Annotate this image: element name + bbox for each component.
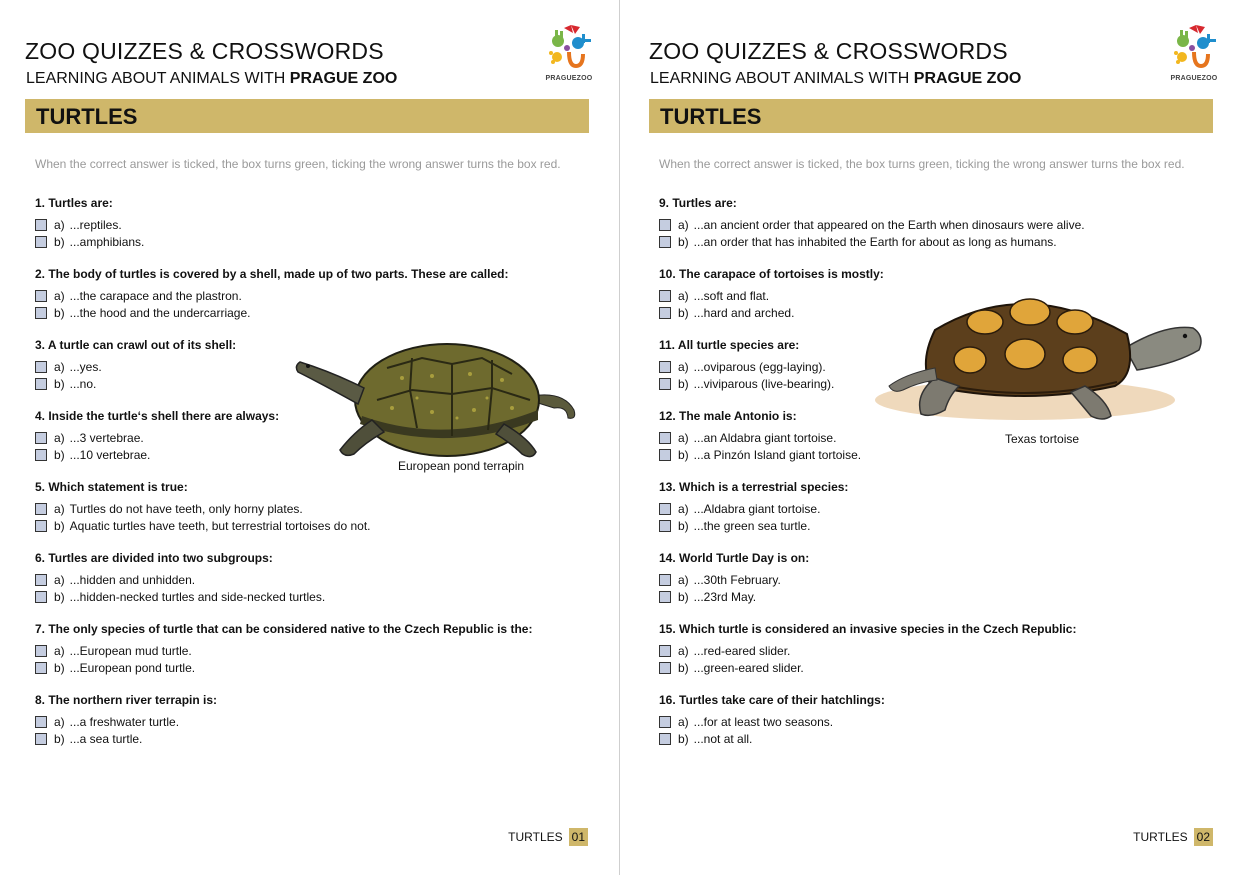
zoo-hands-logo-icon: [1169, 24, 1219, 74]
question-text: 4. Inside the turtle‘s shell there are always:: [35, 409, 280, 423]
answer-option: [35, 376, 236, 392]
answer-checkbox[interactable]: [35, 503, 47, 515]
question-text: 8. The northern river terrapin is:: [35, 693, 218, 707]
option-letter: b): [678, 306, 689, 320]
question-text: 14. World Turtle Day is on:: [659, 551, 810, 565]
option-text: ...the hood and the undercarriage.: [69, 306, 251, 320]
question-11: [659, 338, 834, 392]
answer-option: [35, 518, 371, 534]
option-letter: b): [54, 235, 65, 249]
answer-option: [35, 217, 144, 233]
option-letter: b): [54, 377, 65, 391]
option-text: ...amphibians.: [69, 235, 145, 249]
option-letter: a): [54, 644, 65, 658]
option-letter: b): [678, 732, 689, 746]
question-13: [659, 480, 848, 534]
option-letter: b): [678, 590, 689, 604]
option-letter: a): [54, 289, 65, 303]
answer-option: [659, 660, 1076, 676]
answer-checkbox[interactable]: [35, 645, 47, 657]
option-letter: b): [54, 590, 65, 604]
option-letter: b): [678, 377, 689, 391]
question-text: 10. The carapace of tortoises is mostly:: [659, 267, 884, 281]
answer-option: [35, 359, 236, 375]
doc-title: ZOO QUIZZES & CROSSWORDS: [25, 38, 384, 64]
answer-option: [35, 430, 279, 446]
answer-checkbox[interactable]: [35, 307, 47, 319]
option-text: ...3 vertebrae.: [69, 431, 144, 445]
option-letter: a): [678, 573, 689, 587]
answer-option: [659, 714, 885, 730]
texas-tortoise-image: [875, 282, 1207, 428]
answer-option: [35, 643, 532, 659]
section-title: TURTLES: [660, 104, 762, 129]
image-caption: European pond terrapin: [398, 459, 525, 473]
answer-checkbox[interactable]: [659, 662, 671, 674]
answer-option: [35, 447, 279, 463]
option-text: Aquatic turtles have teeth, but terrestrial tortoises do not.: [69, 519, 371, 533]
answer-option: [659, 234, 1085, 250]
option-letter: b): [54, 519, 65, 533]
answer-option: [659, 589, 809, 605]
answer-option: [659, 731, 885, 747]
answer-checkbox[interactable]: [659, 520, 671, 532]
question-3: [35, 338, 236, 392]
answer-option: [659, 501, 848, 517]
answer-checkbox[interactable]: [35, 733, 47, 745]
answer-option: [659, 430, 861, 446]
option-text: ...a sea turtle.: [69, 732, 143, 746]
option-text: ...10 vertebrae.: [69, 448, 151, 462]
answer-checkbox[interactable]: [659, 449, 671, 461]
question-4: [35, 409, 279, 463]
answer-checkbox[interactable]: [35, 520, 47, 532]
option-text: Turtles do not have teeth, only horny plates.: [69, 502, 303, 516]
option-text: ...viviparous (live-bearing).: [693, 377, 835, 391]
answer-option: [659, 217, 1085, 233]
quiz-page-1: [0, 0, 619, 875]
answer-option: [659, 376, 834, 392]
option-text: ...hard and arched.: [693, 306, 795, 320]
option-text: ...not at all.: [693, 732, 753, 746]
answer-checkbox[interactable]: [35, 236, 47, 248]
answer-option: [35, 660, 532, 676]
question-text: 9. Turtles are:: [659, 196, 737, 210]
question-text: 12. The male Antonio is:: [659, 409, 797, 423]
option-letter: b): [678, 661, 689, 675]
answer-checkbox[interactable]: [35, 591, 47, 603]
european-pond-terrapin-image: [292, 328, 582, 462]
answer-checkbox[interactable]: [659, 645, 671, 657]
answer-option: [659, 518, 848, 534]
option-letter: a): [678, 502, 689, 516]
question-12: [659, 409, 861, 463]
answer-checkbox[interactable]: [35, 432, 47, 444]
option-letter: b): [678, 235, 689, 249]
question-text: 13. Which is a terrestrial species:: [659, 480, 849, 494]
question-text: 2. The body of turtles is covered by a shell, made up of two parts. These are called:: [35, 267, 509, 281]
question-text: 7. The only species of turtle that can be considered native to the Czech Republic is the:: [35, 622, 533, 636]
option-text: ...hidden and unhidden.: [69, 573, 196, 587]
option-letter: a): [54, 360, 65, 374]
section-banner: [649, 99, 1213, 133]
answer-checkbox[interactable]: [659, 307, 671, 319]
option-text: ...a Pinzón Island giant tortoise.: [693, 448, 862, 462]
prague-zoo-logo: [544, 24, 594, 88]
answer-checkbox[interactable]: [35, 378, 47, 390]
option-text: ...the carapace and the plastron.: [69, 289, 242, 303]
option-letter: a): [678, 644, 689, 658]
answer-option: [659, 572, 809, 588]
doc-title: ZOO QUIZZES & CROSSWORDS: [649, 38, 1008, 64]
question-8: [35, 693, 217, 747]
option-letter: a): [54, 431, 65, 445]
question-text: 15. Which turtle is considered an invasive species in the Czech Republic:: [659, 622, 1077, 636]
instruction-text: When the correct answer is ticked, the box turns green, ticking the wrong answer turns the box red.: [659, 157, 1185, 171]
answer-checkbox[interactable]: [35, 219, 47, 231]
option-letter: b): [54, 306, 65, 320]
image-caption: Texas tortoise: [1005, 432, 1080, 446]
option-text: ...green-eared slider.: [693, 661, 804, 675]
question-text: 3. A turtle can crawl out of its shell:: [35, 338, 237, 352]
doc-subtitle: [650, 70, 1021, 88]
answer-checkbox[interactable]: [659, 290, 671, 302]
question-10: [659, 267, 884, 321]
quiz-page-2: [620, 0, 1239, 875]
answer-checkbox[interactable]: [659, 591, 671, 603]
subtitle-prefix: LEARNING ABOUT ANIMALS WITH: [26, 70, 286, 87]
answer-checkbox[interactable]: [659, 378, 671, 390]
option-text: ...23rd May.: [693, 590, 757, 604]
option-text: ...European mud turtle.: [69, 644, 192, 658]
answer-checkbox[interactable]: [35, 662, 47, 674]
answer-option: [659, 643, 1076, 659]
answer-checkbox[interactable]: [35, 361, 47, 373]
instruction-text: When the correct answer is ticked, the box turns green, ticking the wrong answer turns the box red.: [35, 157, 561, 171]
section-title: TURTLES: [36, 104, 138, 129]
option-letter: a): [678, 715, 689, 729]
question-text: 16. Turtles take care of their hatchlings:: [659, 693, 885, 707]
option-text: ...a freshwater turtle.: [69, 715, 180, 729]
option-text: ...no.: [69, 377, 97, 391]
question-text: 5. Which statement is true:: [35, 480, 188, 494]
page-footer: [508, 828, 588, 846]
answer-checkbox[interactable]: [35, 574, 47, 586]
page-footer: [1133, 828, 1213, 846]
question-1: [35, 196, 144, 250]
answer-option: [659, 447, 861, 463]
page-number: 02: [1194, 828, 1213, 846]
option-text: ...the green sea turtle.: [693, 519, 811, 533]
page-number: 01: [569, 828, 588, 846]
option-letter: a): [678, 289, 689, 303]
subtitle-brand: PRAGUE ZOO: [289, 70, 398, 87]
answer-checkbox[interactable]: [659, 361, 671, 373]
question-9: [659, 196, 1085, 250]
answer-option: [35, 589, 325, 605]
answer-option: [35, 501, 371, 517]
option-text: ...yes.: [69, 360, 102, 374]
option-letter: b): [54, 661, 65, 675]
answer-option: [659, 305, 884, 321]
subtitle-prefix: LEARNING ABOUT ANIMALS WITH: [650, 70, 910, 87]
answer-checkbox[interactable]: [659, 574, 671, 586]
option-letter: a): [54, 218, 65, 232]
answer-option: [35, 288, 508, 304]
logo-text: PRAGUEZOO: [545, 75, 593, 82]
answer-option: [659, 288, 884, 304]
option-text: ...Aldabra giant tortoise.: [693, 502, 821, 516]
option-letter: a): [54, 573, 65, 587]
logo-text: PRAGUEZOO: [1170, 75, 1218, 82]
option-letter: b): [54, 448, 65, 462]
answer-checkbox[interactable]: [659, 716, 671, 728]
option-letter: a): [678, 360, 689, 374]
option-letter: a): [54, 502, 65, 516]
question-7: [35, 622, 532, 676]
question-16: [659, 693, 885, 747]
option-text: ...for at least two seasons.: [693, 715, 834, 729]
prague-zoo-logo: [1169, 24, 1219, 88]
answer-checkbox[interactable]: [659, 432, 671, 444]
question-text: 11. All turtle species are:: [659, 338, 800, 352]
option-text: ...an ancient order that appeared on the Earth when dinosaurs were alive.: [693, 218, 1085, 232]
question-15: [659, 622, 1076, 676]
footer-label: TURTLES: [508, 830, 563, 844]
option-letter: a): [54, 715, 65, 729]
option-text: ...soft and flat.: [693, 289, 770, 303]
option-text: ...hidden-necked turtles and side-necked turtles.: [69, 590, 326, 604]
subtitle-brand: PRAGUE ZOO: [913, 70, 1022, 87]
answer-checkbox[interactable]: [35, 290, 47, 302]
question-2: [35, 267, 508, 321]
answer-option: [35, 714, 217, 730]
question-6: [35, 551, 325, 605]
option-text: ...oviparous (egg-laying).: [693, 360, 826, 374]
answer-option: [35, 731, 217, 747]
answer-checkbox[interactable]: [659, 219, 671, 231]
answer-option: [35, 572, 325, 588]
answer-option: [659, 359, 834, 375]
answer-checkbox[interactable]: [659, 236, 671, 248]
doc-subtitle: [26, 70, 397, 88]
option-letter: b): [678, 519, 689, 533]
option-letter: b): [54, 732, 65, 746]
option-letter: a): [678, 431, 689, 445]
answer-checkbox[interactable]: [659, 503, 671, 515]
section-banner: [25, 99, 589, 133]
answer-checkbox[interactable]: [659, 733, 671, 745]
answer-option: [35, 305, 508, 321]
option-text: ...an order that has inhabited the Earth for about as long as humans.: [693, 235, 1057, 249]
answer-option: [35, 234, 144, 250]
question-5: [35, 480, 371, 534]
option-text: ...European pond turtle.: [69, 661, 196, 675]
question-14: [659, 551, 809, 605]
option-text: ...reptiles.: [69, 218, 122, 232]
answer-checkbox[interactable]: [35, 716, 47, 728]
question-text: 1. Turtles are:: [35, 196, 113, 210]
footer-label: TURTLES: [1133, 830, 1188, 844]
zoo-hands-logo-icon: [544, 24, 594, 74]
answer-checkbox[interactable]: [35, 449, 47, 461]
question-text: 6. Turtles are divided into two subgroups:: [35, 551, 273, 565]
option-letter: a): [678, 218, 689, 232]
option-text: ...red-eared slider.: [693, 644, 791, 658]
option-text: ...an Aldabra giant tortoise.: [693, 431, 837, 445]
option-text: ...30th February.: [693, 573, 781, 587]
option-letter: b): [678, 448, 689, 462]
